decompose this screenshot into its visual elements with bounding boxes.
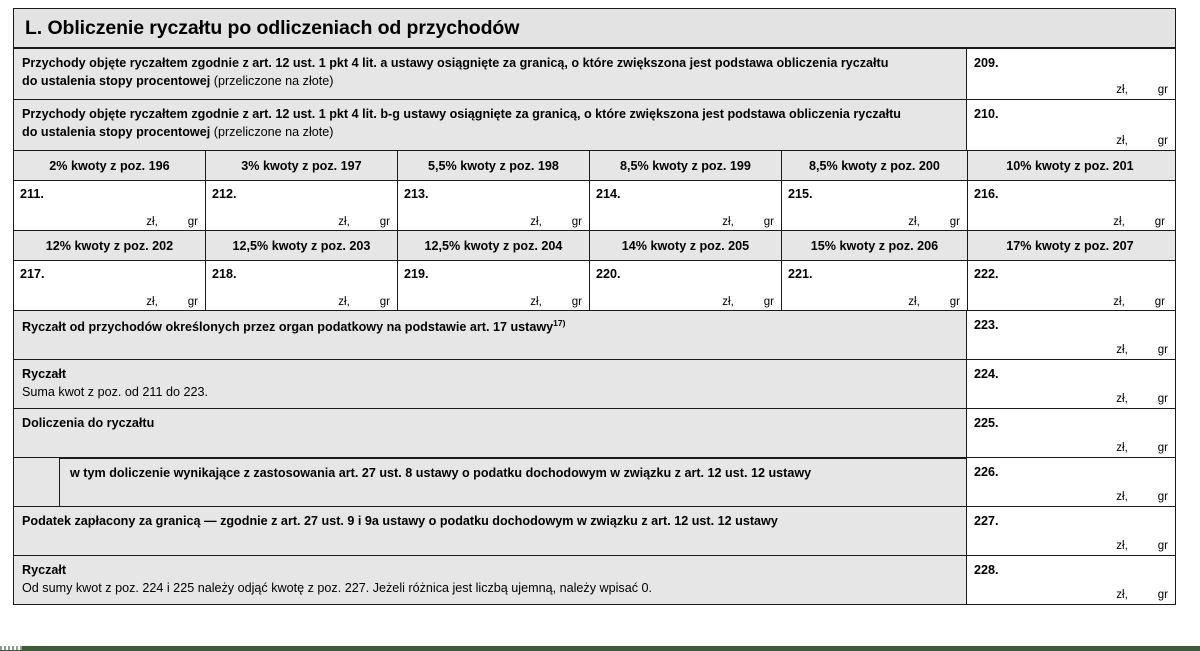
field-214[interactable] [590, 181, 782, 230]
field-210-number: 210. [974, 107, 999, 121]
row-209-text-line2: do ustalenia stopy procentowej [22, 73, 211, 88]
unit-zl: zł, [908, 216, 920, 228]
field-225-number: 225. [974, 416, 999, 430]
field-218[interactable] [206, 261, 398, 310]
field-213-number: 213. [404, 187, 429, 201]
unit-zl: zł, [1116, 393, 1128, 405]
row-210-text-line2: do ustalenia stopy procentowej [22, 124, 211, 139]
field-216[interactable] [968, 181, 1172, 230]
unit-gr: gr [1157, 135, 1168, 147]
rate-header-197: 3% kwoty z poz. 197 [206, 151, 398, 180]
row-225-title: Doliczenia do ryczałtu [22, 416, 155, 430]
field-213-units [530, 216, 582, 228]
row-223-label [14, 311, 967, 359]
unit-zl: zł, [1116, 84, 1128, 96]
unit-gr: gr [1157, 589, 1168, 601]
field-221[interactable] [782, 261, 968, 310]
field-226-units [1116, 491, 1168, 503]
unit-gr: gr [1157, 442, 1168, 454]
section-header-L [13, 8, 1176, 48]
rate-header-198: 5,5% kwoty z poz. 198 [398, 151, 590, 180]
field-219-number: 219. [404, 267, 429, 281]
form-row-227 [13, 507, 1176, 556]
row-224-label [14, 360, 967, 408]
form-row-228 [13, 556, 1176, 605]
unit-zl: zł, [1116, 491, 1128, 503]
rate-header-196: 2% kwoty z poz. 196 [14, 151, 206, 180]
field-214-units [722, 216, 774, 228]
rate-grid-1-headers [13, 151, 1176, 181]
page-edge-dots [0, 646, 22, 650]
field-221-number: 221. [788, 267, 813, 281]
row-223-footnote-marker: 17) [553, 318, 566, 328]
field-221-units [908, 296, 960, 308]
unit-zl: zł, [146, 296, 158, 308]
field-215-units [908, 216, 960, 228]
field-212[interactable] [206, 181, 398, 230]
field-218-units [338, 296, 390, 308]
field-214-number: 214. [596, 187, 621, 201]
row-209-text-note: (przeliczone na złote) [210, 73, 334, 88]
rate-header-207: 17% kwoty z poz. 207 [1006, 238, 1134, 253]
rate-header-199: 8,5% kwoty z poz. 199 [590, 151, 782, 180]
form-row-223 [13, 311, 1176, 360]
field-216-units [1113, 216, 1165, 228]
field-224-units [1116, 393, 1168, 405]
field-217[interactable] [14, 261, 206, 310]
unit-zl: zł, [722, 216, 734, 228]
field-223-units [1116, 344, 1168, 356]
unit-gr: gr [379, 296, 390, 308]
unit-gr: gr [763, 216, 774, 228]
field-222[interactable] [968, 261, 1172, 310]
form-row-224 [13, 360, 1176, 409]
field-217-units [146, 296, 198, 308]
field-224-number: 224. [974, 367, 999, 381]
unit-zl: zł, [1116, 135, 1128, 147]
rate-header-204: 12,5% kwoty z poz. 204 [398, 231, 590, 260]
unit-zl: zł, [1113, 216, 1125, 228]
field-228-units [1116, 589, 1168, 601]
row-227-text: Podatek zapłacony za granicą — zgodnie z art. 27 ust. 9 i 9a ustawy o podatku dochodowym w związku z art. 12 ust. 12 ustawy [22, 514, 778, 528]
row-227-label [14, 507, 967, 555]
field-227-number: 227. [974, 514, 999, 528]
field-225-units [1116, 442, 1168, 454]
unit-zl: zł, [722, 296, 734, 308]
field-210[interactable] [967, 100, 1175, 150]
field-228[interactable] [967, 556, 1175, 604]
row-226-text: w tym doliczenie wynikające z zastosowania art. 27 ust. 8 ustawy o podatku dochodowym w związku z art. 12 ust. 12 ustawy [70, 466, 812, 480]
rate-grid-2-fields [13, 261, 1176, 311]
unit-zl: zł, [530, 296, 542, 308]
field-223-number: 223. [974, 318, 999, 332]
unit-zl: zł, [146, 216, 158, 228]
field-212-number: 212. [212, 187, 237, 201]
field-226[interactable] [967, 458, 1175, 506]
section-header-title: L. Obliczenie ryczałtu po odliczeniach od przychodów [25, 16, 520, 39]
field-225[interactable] [967, 409, 1175, 457]
field-220-units [722, 296, 774, 308]
field-211-number: 211. [20, 187, 44, 201]
field-227[interactable] [967, 507, 1175, 555]
field-220[interactable] [590, 261, 782, 310]
unit-zl: zł, [530, 216, 542, 228]
row-226-indent-spacer [14, 458, 59, 506]
rate-header-202: 12% kwoty z poz. 202 [14, 231, 206, 260]
row-209-label [14, 49, 967, 99]
field-211-units [146, 216, 198, 228]
form-row-225 [13, 409, 1176, 458]
unit-gr: gr [187, 296, 198, 308]
unit-gr: gr [1154, 216, 1165, 228]
field-209-units [1116, 84, 1168, 96]
rate-header-200: 8,5% kwoty z poz. 200 [782, 151, 968, 180]
unit-gr: gr [571, 216, 582, 228]
unit-gr: gr [1157, 84, 1168, 96]
field-222-units [1113, 296, 1165, 308]
row-210-text-note: (przeliczone na złote) [210, 124, 334, 139]
page-bottom-edge [0, 646, 1200, 651]
field-213[interactable] [398, 181, 590, 230]
field-217-number: 217. [20, 267, 45, 281]
row-228-title: Ryczałt [22, 563, 67, 577]
field-211[interactable] [14, 181, 206, 230]
row-210-label [14, 100, 967, 150]
unit-gr: gr [949, 296, 960, 308]
unit-zl: zł, [1116, 589, 1128, 601]
unit-gr: gr [949, 216, 960, 228]
rate-header-203: 12,5% kwoty z poz. 203 [206, 231, 398, 260]
rate-header-201: 10% kwoty z poz. 201 [1006, 158, 1134, 173]
field-209-number: 209. [974, 56, 999, 70]
field-210-units [1116, 135, 1168, 147]
field-218-number: 218. [212, 267, 237, 281]
unit-gr: gr [379, 216, 390, 228]
unit-gr: gr [571, 296, 582, 308]
unit-zl: zł, [1116, 344, 1128, 356]
row-209-text-line1: Przychody objęte ryczałtem zgodnie z art. 12 ust. 1 pkt 4 lit. a ustawy osiągnięte za granicą, o które zwiększona jest podstawa obliczenia ryczałtu [22, 56, 889, 70]
field-222-number: 222. [974, 267, 999, 281]
field-219[interactable] [398, 261, 590, 310]
unit-zl: zł, [338, 296, 350, 308]
row-226-label [59, 458, 966, 506]
unit-gr: gr [763, 296, 774, 308]
unit-zl: zł, [1116, 442, 1128, 454]
unit-zl: zł, [338, 216, 350, 228]
field-224[interactable] [967, 360, 1175, 408]
row-223-text: Ryczałt od przychodów określonych przez organ podatkowy na podstawie art. 17 ustawy [22, 320, 554, 335]
field-215-number: 215. [788, 187, 813, 201]
rate-header-205: 14% kwoty z poz. 205 [590, 231, 782, 260]
field-216-number: 216. [974, 187, 999, 201]
unit-gr: gr [1157, 540, 1168, 552]
row-226-label-wrapper [14, 458, 967, 506]
field-219-units [530, 296, 582, 308]
form-row-226 [13, 458, 1176, 507]
rate-grid-1-fields [13, 181, 1176, 231]
row-224-description: Suma kwot z poz. od 211 do 223. [22, 384, 208, 399]
row-210-text-line1: Przychody objęte ryczałtem zgodnie z art. 12 ust. 1 pkt 4 lit. b-g ustawy osiągnięte za granicą, o które zwiększona jest podstawa obliczenia ryczałtu [22, 107, 902, 121]
field-215[interactable] [782, 181, 968, 230]
unit-zl: zł, [1116, 540, 1128, 552]
row-228-description: Od sumy kwot z poz. 224 i 225 należy odjąć kwotę z poz. 227. Jeżeli różnica jest liczbą ujemną, należy wpisać 0. [22, 580, 653, 595]
field-226-number: 226. [974, 465, 999, 479]
unit-gr: gr [1157, 344, 1168, 356]
row-225-label [14, 409, 967, 457]
field-209[interactable] [967, 49, 1175, 99]
row-224-title: Ryczałt [22, 367, 67, 381]
field-220-number: 220. [596, 267, 621, 281]
form-row-210 [13, 100, 1176, 151]
unit-zl: zł, [1113, 296, 1125, 308]
unit-zl: zł, [908, 296, 920, 308]
rate-header-206: 15% kwoty z poz. 206 [782, 231, 968, 260]
field-228-number: 228. [974, 563, 999, 577]
field-212-units [338, 216, 390, 228]
field-223[interactable] [967, 311, 1175, 359]
form-row-209 [13, 48, 1176, 100]
field-227-units [1116, 540, 1168, 552]
rate-grid-2-headers [13, 231, 1176, 261]
row-228-label [14, 556, 967, 604]
unit-gr: gr [1157, 491, 1168, 503]
unit-gr: gr [187, 216, 198, 228]
unit-gr: gr [1157, 393, 1168, 405]
unit-gr: gr [1154, 296, 1165, 308]
